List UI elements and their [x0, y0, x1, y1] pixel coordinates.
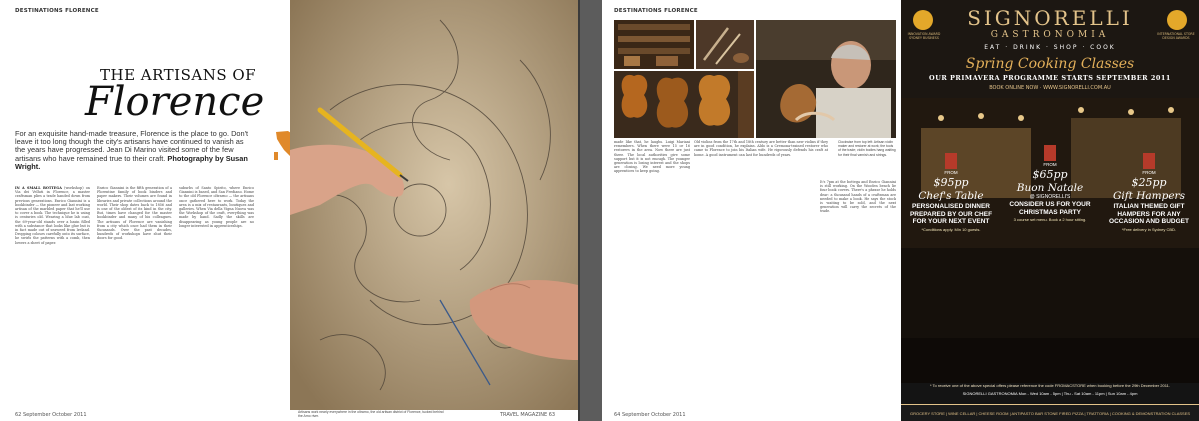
offer-title: CONSIDER US FOR YOUR CHRISTMAS PARTY — [1009, 201, 1091, 216]
offer-name-suffix: @ SIGNORELLI'S — [1029, 194, 1071, 200]
intro-standfirst — [15, 130, 252, 171]
offer-price: $65pp — [1032, 168, 1068, 181]
offer-from: FROM — [1142, 170, 1156, 175]
photo-credit: Photography by Susan Wright. — [15, 153, 248, 171]
ad-subbrand: GASTRONOMIA — [990, 30, 1110, 40]
body-column-4: made like that, he laughs. Luigi Mariani remembers. When there were 15 or 16 restorers in the area. Now there are just three. The local authorities give some support but it is not enough. The younger generation is losing interest and the shops are closing. We need more young apprentices to keep going. — [614, 140, 690, 174]
offer-from: FROM — [1043, 162, 1057, 167]
offer-note: *Free delivery in Sydney CBD. — [1121, 226, 1177, 232]
photo-caption: Artisans work nearly everywhere in the oltrarno, the old artisan district of Florence, tucked behind the Arno river. — [298, 410, 444, 419]
offer-buon-natale — [1005, 150, 1095, 222]
ad-programme: OUR PRIMAVERA PROGRAMME STARTS SEPTEMBER 2011 — [929, 74, 1171, 82]
seal-caption-right: INTERNATIONAL STORE DESIGN AWARDS — [1157, 32, 1195, 40]
column-text: (workshop) on Via dei Velluti in Florence, a master craftsman plies a trade handed down from previous generations. Enrico Giannini is a bookbinder — the pioneer and last working artisan of the marbled paper that he'll use to cover a book. The technique he is using is centuries old. Wearing a blue lab coat, the 69-year-old stands over a basin filled with a substance that looks like glue but is in fact made out of seaweed from Ireland. Dropping colours carefully onto its surface, he swirls the patterns with a comb, then lowers a sheet of paper. — [15, 186, 90, 245]
standfirst-text: For an exquisite hand-made treasure, Florence is the place to go. Don't leave it too long though the city's artisans have continued to vanish as the years have progressed. Jean Di Marino visited some of the few artisans who have remained true to their craft. — [15, 129, 249, 163]
offer-name: Chef's Table — [918, 190, 984, 202]
section-label: DESTINATIONS FLORENCE — [15, 8, 99, 14]
seal-caption-left: INNOVATION AWARD SYDNEY BUSINESS — [907, 32, 941, 40]
ad-bottom-bar: GROCERY STORE | WINE CELLAR | CHEESE ROOM | ANTIPASTO BAR STONE FIRED PIZZA | TRATTORIA | COOKING & DEMONSTRATION CLASSES — [901, 404, 1199, 421]
body-column-6: It's 7pm at the bottega and Enrico Giannini is still working. On the Wooden bench lie four book covers. There's a phrase he holds dear: a thousand hands of a craftsman are needed to make a book. He says the stock is waiting to be sold, and the next generation will carry the secrets of the trade. — [820, 180, 896, 214]
offer-price: $25pp — [1131, 176, 1167, 189]
title-line-2: Florence — [85, 79, 265, 125]
offer-note: *Conditions apply. Min 10 guests. — [921, 226, 981, 232]
ad-restaurant-photo — [901, 98, 1199, 383]
offer-name: Buon Natale — [1016, 182, 1084, 194]
photo-artisan-violin-maker — [756, 20, 896, 138]
ribbon-icon — [945, 153, 957, 169]
offer-name: Gift Hampers — [1113, 190, 1185, 202]
right-photo-caption: Clockwise from top left: Artisan violin maker and restorer at work; the tools of the trade; violin bodies hang waiting for their final varnish and strings. — [838, 140, 896, 157]
body-column-2: Enrico Giannini is the fifth generation of a Florentine family of book binders and paper makers. Their volumes are found in libraries and private collections around the world. Their shop dates back to 1856 and is one of the oldest of its kind in the city. But, times have changed for the master bookbinder and many of his colleagues. The artisans of Florence are vanishing from a city which once had them in their thousands. Over the past decades, hundreds of workshops have shut their doors for good. — [97, 186, 172, 241]
offer-note: 3 course set menu. Book a 2 hour sitting. — [1013, 217, 1087, 222]
photo-violin-bodies — [614, 71, 754, 138]
ribbon-icon — [1143, 153, 1155, 169]
section-label-right: DESTINATIONS FLORENCE — [614, 8, 698, 14]
left-spread — [0, 0, 578, 421]
page-folio-middle: TRAVEL MAGAZINE 63 — [500, 412, 556, 418]
photo-craft-tools — [696, 20, 754, 69]
body-column-5: Old violins from the 17th and 18th century are better than new violins if they are in good condition, he explains. Aldo is a Cremona-trained restorer who came to Florence to join his Italian wife. He rigorously defends his craft at home. A good instrument can last for hundreds of years. — [694, 140, 828, 157]
ad-book-online: BOOK ONLINE NOW · WWW.SIGNORELLI.COM.AU — [989, 85, 1111, 91]
ad-footnote: * To receive one of the above special offers please reference the code FRGMACSTORE when booking before the 29th December 2011. — [929, 383, 1171, 388]
page-folio-right: 64 September October 2011 — [614, 412, 686, 418]
offer-title: ITALIAN THEMED GIFT HAMPERS FOR ANY OCCASION AND BUDGET — [1109, 203, 1189, 225]
signorelli-advertisement — [901, 0, 1199, 421]
ad-address: SIGNORELLI GASTRONOMIA Mon - Wed 10am - 5pm | Thu - Sat 10am - 11pm | Sun 10am - 4pm — [962, 391, 1138, 396]
ad-brand: SIGNORELLI — [967, 6, 1133, 30]
offer-price: $95pp — [933, 176, 969, 189]
ribbon-icon — [1044, 145, 1056, 161]
offer-gift-hampers — [1104, 158, 1194, 232]
offer-chefs-table — [906, 158, 996, 232]
offer-title: PERSONALISED DINNER PREPARED BY OUR CHEF FOR YOUR NEXT EVENT — [909, 203, 993, 225]
lead-in: IN A SMALL BOTTEGA — [15, 186, 62, 190]
offer-from: FROM — [944, 170, 958, 175]
body-column-1 — [15, 186, 90, 404]
title-line-1: THE ARTISANS OF — [100, 66, 257, 84]
ad-tagline: EAT · DRINK · SHOP · COOK — [984, 44, 1116, 51]
page-folio-left: 62 September October 2011 — [15, 412, 87, 418]
body-column-3: suburbs of Santo Spirito, where Enrico Giannini is based, and San Frediano. Home to the old Florence oltrarno — the artisans once gathered here to work. Today the area is a mix of restaurants, boutiques and galleries. When Via della Vigna Nuova was the Workshop of the craft, everything was made by hand. Sadly the skills are disappearing as young people are no longer interested in apprenticeships. — [179, 186, 254, 228]
ad-headline: Spring Cooking Classes — [965, 56, 1135, 72]
spread-gutter — [578, 0, 580, 421]
photo-bottega-shelves — [614, 20, 694, 69]
hero-photo-hands-drawing — [290, 0, 578, 410]
